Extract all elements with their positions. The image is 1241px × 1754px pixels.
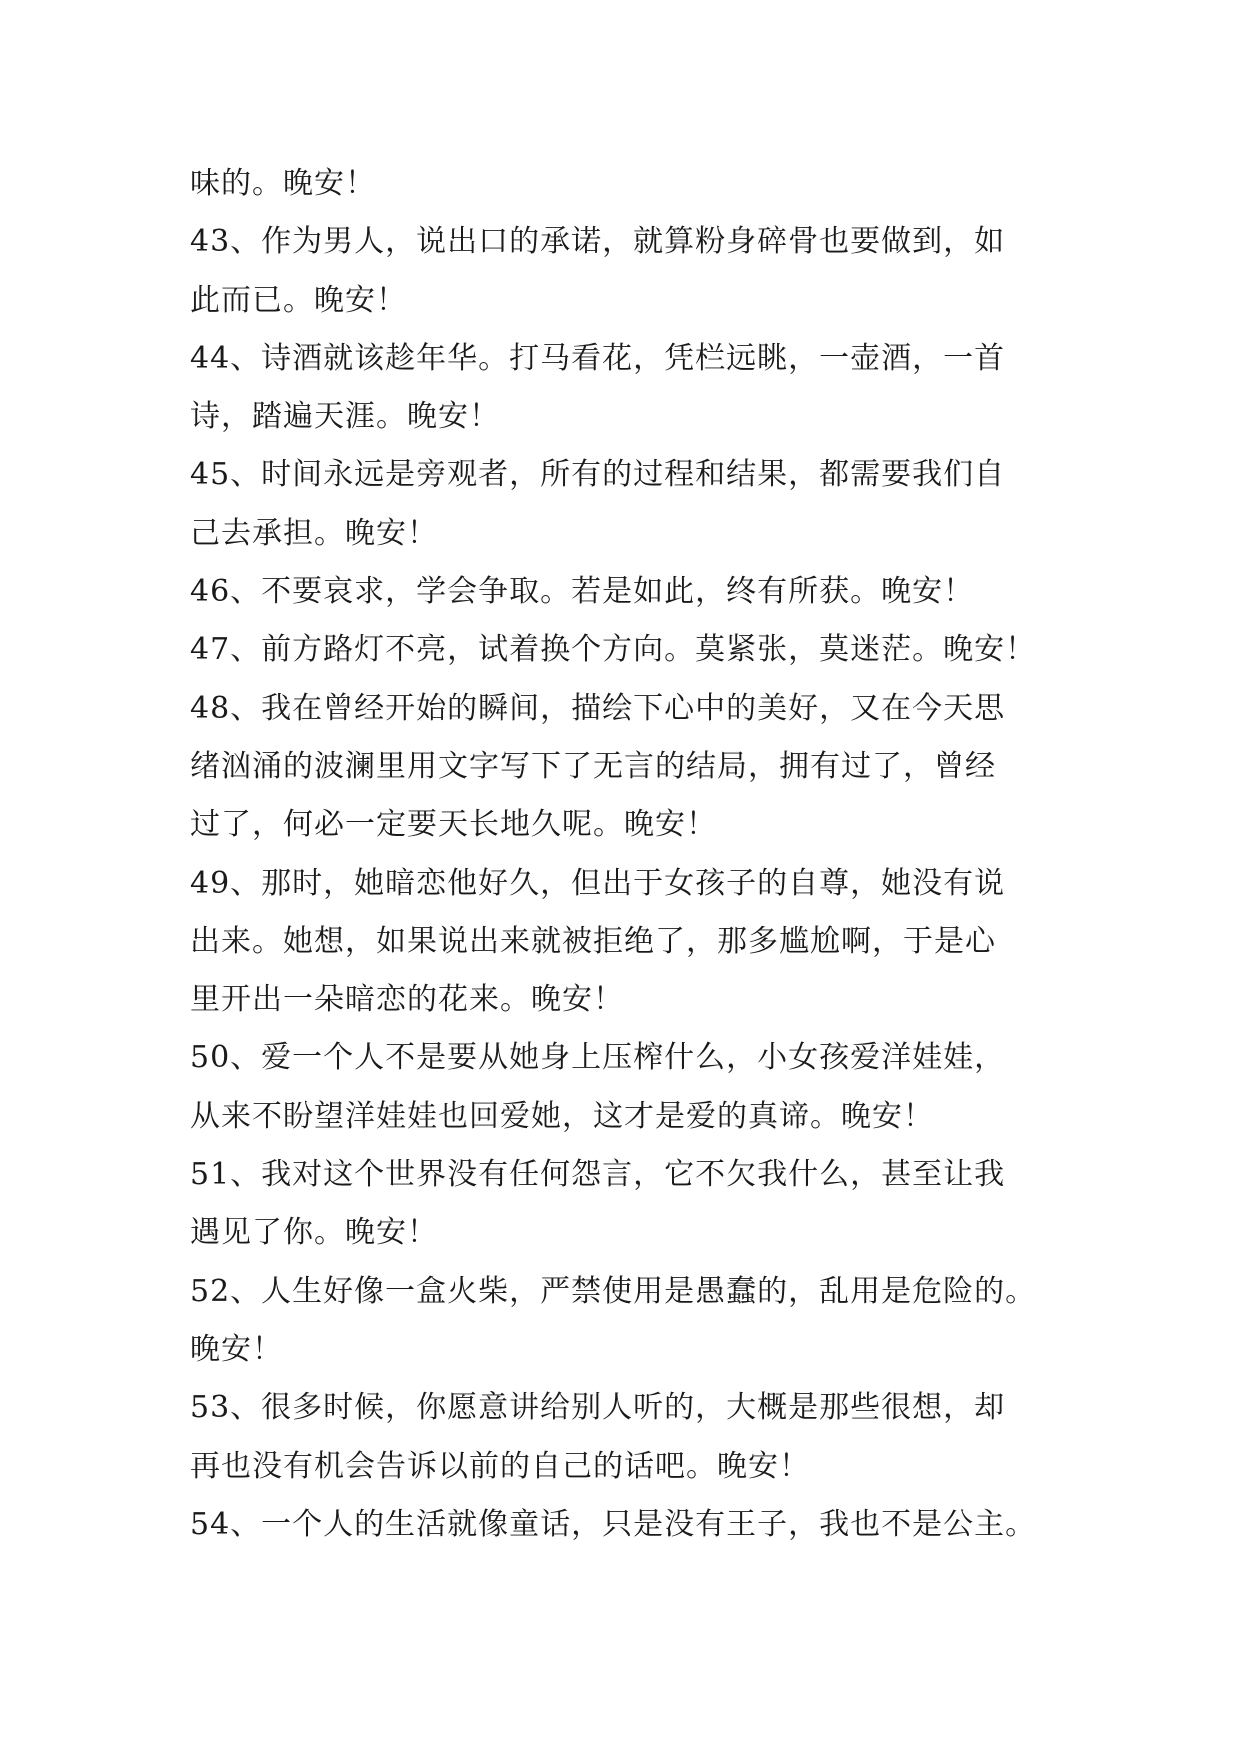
text-line: 50、爱一个人不是要从她身上压榨什么，小女孩爱洋娃娃，: [190, 1040, 1006, 1076]
text-line: 54、一个人的生活就像童话，只是没有王子，我也不是公主。: [190, 1506, 1037, 1542]
text-line: 53、很多时候，你愿意讲给别人听的，大概是那些很想，却: [190, 1390, 1006, 1426]
text-line: 49、那时，她暗恋他好久，但出于女孩子的自尊，她没有说: [190, 865, 1006, 901]
text-line: 过了，何必一定要天长地久呢。晚安！: [190, 807, 717, 843]
text-line: 绪汹涌的波澜里用文字写下了无言的结局，拥有过了，曾经: [190, 748, 996, 784]
text-line: 45、时间永远是旁观者，所有的过程和结果，都需要我们自: [190, 457, 1006, 493]
text-line: 晚安！: [190, 1331, 283, 1367]
text-line: 出来。她想，如果说出来就被拒绝了，那多尴尬啊，于是心: [190, 923, 996, 959]
text-line: 味的。晚安！: [190, 166, 376, 201]
document-body-text: [190, 155, 1090, 1554]
text-line: 48、我在曾经开始的瞬间，描绘下心中的美好，又在今天思: [190, 690, 1006, 726]
text-line: 52、人生好像一盒火柴，严禁使用是愚蠢的，乱用是危险的。: [190, 1273, 1037, 1309]
text-line: 51、我对这个世界没有任何怨言，它不欠我什么，甚至让我: [190, 1157, 1006, 1193]
text-line: 47、前方路灯不亮，试着换个方向。莫紧张，莫迷茫。晚安！: [190, 632, 1037, 668]
text-line: 诗，踏遍天涯。晚安！: [190, 399, 500, 435]
text-line: 遇见了你。晚安！: [190, 1215, 438, 1251]
text-line: 43、作为男人，说出口的承诺，就算粉身碎骨也要做到，如: [190, 224, 1006, 260]
text-line: 从来不盼望洋娃娃也回爱她，这才是爱的真谛。晚安！: [190, 1098, 934, 1134]
text-line: 44、诗酒就该趁年华。打马看花，凭栏远眺，一壶酒，一首: [190, 340, 1006, 376]
text-line: 己去承担。晚安！: [190, 515, 438, 551]
text-line: 此而已。晚安！: [190, 282, 407, 318]
text-line: 再也没有机会告诉以前的自己的话吧。晚安！: [190, 1448, 810, 1484]
text-line: 里开出一朵暗恋的花来。晚安！: [190, 982, 624, 1018]
text-line: 46、不要哀求，学会争取。若是如此，终有所获。晚安！: [190, 574, 975, 610]
